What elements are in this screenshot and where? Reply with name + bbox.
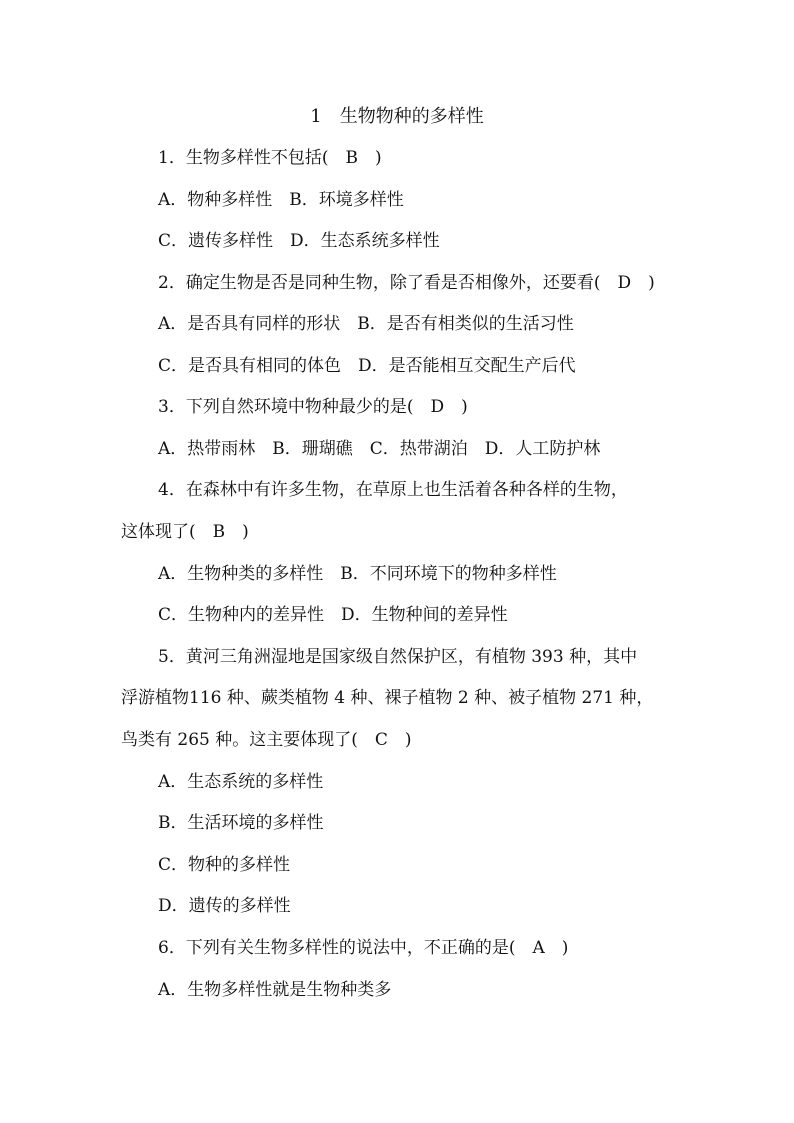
question-5: 5．黄河三角洲湿地是国家级自然保护区，有植物 393 种，其中	[158, 647, 638, 667]
question-1: 1．生物多样性不包括( B )	[158, 148, 382, 168]
question-4-options-cd: C．生物种内的差异性 D．生物种间的差异性	[158, 605, 508, 625]
question-3: 3．下列自然环境中物种最少的是( D )	[158, 397, 468, 417]
question-2-options-cd: C．是否具有相同的体色 D．是否能相互交配生产后代	[158, 356, 576, 376]
question-2-options-ab: A．是否具有同样的形状 B．是否有相类似的生活习性	[158, 314, 574, 334]
question-4: 4．在森林中有许多生物，在草原上也生活着各种各样的生物，	[158, 480, 628, 500]
question-4-options-ab: A．生物种类的多样性 B．不同环境下的物种多样性	[158, 564, 557, 584]
question-4-continued: 这体现了( B )	[121, 522, 249, 542]
question-6-option-a: A．生物多样性就是生物种类多	[158, 980, 392, 1000]
question-5-option-b: B．生活环境的多样性	[158, 813, 324, 833]
question-6: 6．下列有关生物多样性的说法中，不正确的是( A )	[158, 938, 569, 958]
question-5-continued-1: 浮游植物116 种、蕨类植物 4 种、裸子植物 2 种、被子植物 271 种，	[121, 688, 654, 708]
question-3-options: A．热带雨林 B．珊瑚礁 C．热带湖泊 D．人工防护林	[158, 439, 601, 459]
question-1-options-cd: C．遗传多样性 D．生态系统多样性	[158, 231, 440, 251]
document-title: 1 生物物种的多样性	[310, 106, 484, 127]
question-1-options-ab: A．物种多样性 B．环境多样性	[158, 190, 404, 210]
question-5-option-c: C．物种的多样性	[158, 855, 291, 875]
question-5-option-a: A．生态系统的多样性	[158, 772, 324, 792]
question-2: 2．确定生物是否是同种生物，除了看是否相像外，还要看( D )	[158, 273, 655, 293]
question-5-continued-2: 鸟类有 265 种。这主要体现了( C )	[121, 730, 412, 750]
question-5-option-d: D．遗传的多样性	[158, 896, 291, 916]
